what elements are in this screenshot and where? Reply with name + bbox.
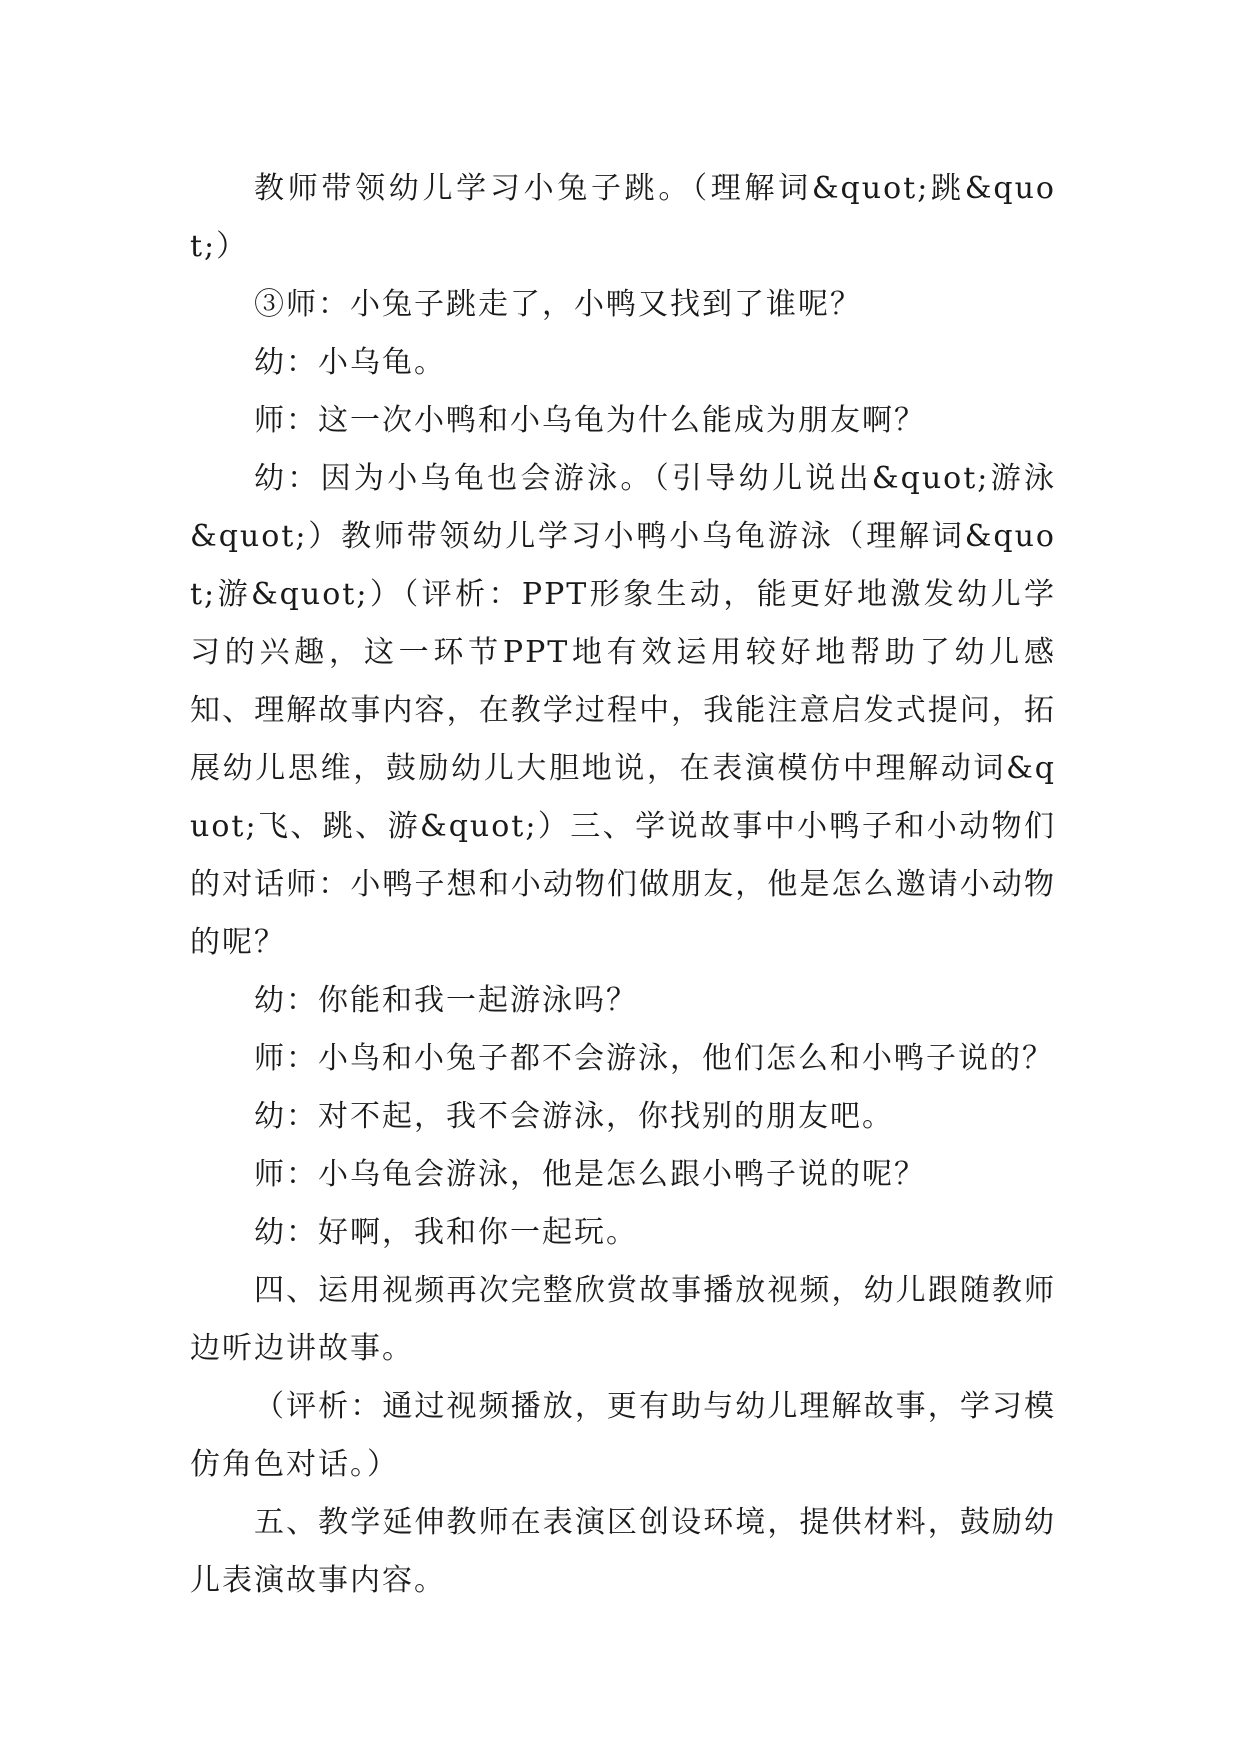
paragraph: 师：小鸟和小兔子都不会游泳，他们怎么和小鸭子说的？ bbox=[254, 1041, 1054, 1076]
paragraph: 幼：对不起，我不会游泳，你找别的朋友吧。 bbox=[254, 1099, 894, 1134]
paragraph: 幼：小乌龟。 bbox=[254, 345, 446, 380]
paragraph: 幼：因为小乌龟也会游泳。（引导幼儿说出&quot;游泳&quot;）教师带领幼儿学习小鸭小乌龟游泳（理解词&quot;游&quot;）（评析：PPT形象生动，能更好地激发幼儿学习的兴趣，这一环节PPT地有效运用较好地帮助了幼儿感知、理解故事内容，在教学过程中，我能注意启发式提问，拓展幼儿思维，鼓励幼儿大胆地说，在表演模仿中理解动词&quot;飞、跳、游&quot;）三、学说故事中小鸭子和小动物们的对话师：小鸭子想和小动物们做朋友，他是怎么邀请小动物的呢？ bbox=[190, 461, 1056, 960]
paragraph: 师：小乌龟会游泳，他是怎么跟小鸭子说的呢？ bbox=[254, 1157, 926, 1192]
paragraph: 四、运用视频再次完整欣赏故事播放视频，幼儿跟随教师边听边讲故事。 bbox=[190, 1273, 1056, 1366]
paragraph: 五、教学延伸教师在表演区创设环境，提供材料，鼓励幼儿表演故事内容。 bbox=[190, 1505, 1056, 1598]
paragraph: 幼：你能和我一起游泳吗？ bbox=[254, 983, 638, 1018]
paragraph: ③师：小兔子跳走了，小鸭又找到了谁呢？ bbox=[254, 287, 862, 322]
document-body bbox=[190, 160, 1056, 1610]
paragraph: 幼：好啊，我和你一起玩。 bbox=[254, 1215, 638, 1250]
paragraph: 师：这一次小鸭和小乌龟为什么能成为朋友啊？ bbox=[254, 403, 926, 438]
paragraph: （评析：通过视频播放，更有助与幼儿理解故事，学习模仿角色对话。） bbox=[190, 1389, 1056, 1482]
paragraph: 教师带领幼儿学习小兔子跳。（理解词&quot;跳&quot;） bbox=[190, 171, 1056, 264]
